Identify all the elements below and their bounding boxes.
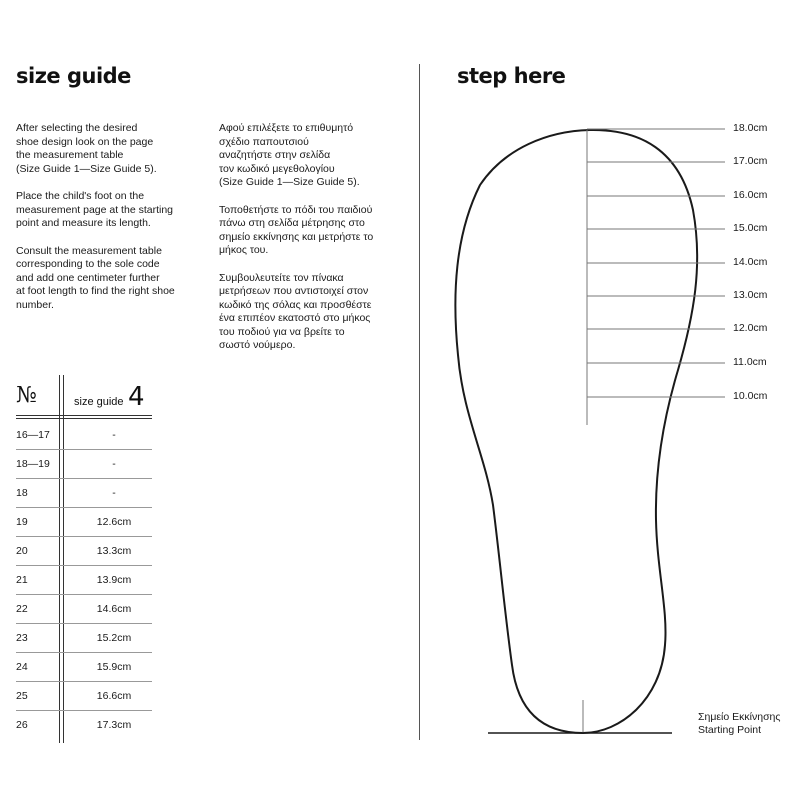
starting-point-label	[698, 711, 780, 737]
english-paragraph-2: Place the child's foot on the measurement page at the starting point and measure its length.	[16, 190, 174, 229]
step-here-title: step here	[457, 64, 566, 88]
foot-outline	[455, 130, 697, 733]
row-length: 17.3cm	[96, 719, 132, 731]
row-size: 24	[16, 661, 28, 673]
row-size: 25	[16, 690, 28, 702]
ruler-label: 16.0cm	[733, 189, 768, 201]
ruler-label: 13.0cm	[733, 289, 768, 301]
row-length: 14.6cm	[96, 603, 132, 615]
ruler-label: 12.0cm	[733, 322, 768, 334]
row-length: 15.9cm	[96, 661, 132, 673]
row-length: -	[112, 487, 116, 499]
row-size: 20	[16, 545, 28, 557]
row-size: 22	[16, 603, 28, 615]
english-paragraph-3: Consult the measurement table corresponding to the sole code and add one centimeter further at foot length to find the right shoe number.	[16, 244, 175, 311]
ruler-label: 15.0cm	[733, 222, 768, 234]
ruler-label: 11.0cm	[733, 356, 767, 368]
row-size: 18	[16, 487, 28, 499]
size-guide-number: 4	[128, 382, 145, 412]
row-length: 12.6cm	[96, 516, 132, 528]
row-length: 15.2cm	[96, 632, 132, 644]
ruler-label: 17.0cm	[733, 155, 768, 167]
row-size: 16—17	[16, 429, 50, 441]
row-length: -	[112, 429, 116, 441]
row-size: 23	[16, 632, 28, 644]
row-length: 13.9cm	[96, 574, 132, 586]
size-guide-title: size guide	[16, 64, 131, 88]
row-size: 26	[16, 719, 28, 731]
number-header: №	[16, 383, 37, 408]
size-guide-label: size guide	[74, 396, 124, 408]
ruler-label: 18.0cm	[733, 122, 768, 134]
row-size: 18—19	[16, 458, 50, 470]
starting-point-english: Starting Point	[698, 724, 762, 736]
row-length: 16.6cm	[96, 690, 132, 702]
row-size: 19	[16, 516, 28, 528]
ruler-ticks	[587, 129, 725, 397]
row-length: 13.3cm	[96, 545, 132, 557]
ruler-label: 14.0cm	[733, 256, 768, 268]
starting-point-greek: Σημείο Εκκίνησης	[698, 711, 781, 723]
greek-paragraph-2: Τοποθετήστε το πόδι του παιδιού πάνω στη σελίδα μέτρησης στο σημείο εκκίνησης και μετρήστε το μήκος του.	[219, 203, 374, 256]
english-paragraph-1: After selecting the desired shoe design look on the page the measurement table (Size Guide 1—Size Guide 5).	[16, 122, 157, 175]
greek-paragraph-3: Συμβουλευτείτε τον πίνακα μετρήσεων που αντιστοιχεί στον κωδικό της σόλας και προσθέστε ένα επιπέον εκατοστό στο μήκος του ποδιού για να βρείτε το σωστό νούμερο.	[219, 271, 372, 351]
row-length: -	[112, 458, 116, 470]
ruler-label: 10.0cm	[733, 390, 768, 402]
row-size: 21	[16, 574, 28, 586]
greek-paragraph-1: Αφού επιλέξετε το επιθυμητό σχέδιο παπουτσιού αναζητήστε στην σελίδα τον κωδικό μεγεθολογίου (Size Guide 1—Size Guide 5).	[219, 122, 360, 188]
